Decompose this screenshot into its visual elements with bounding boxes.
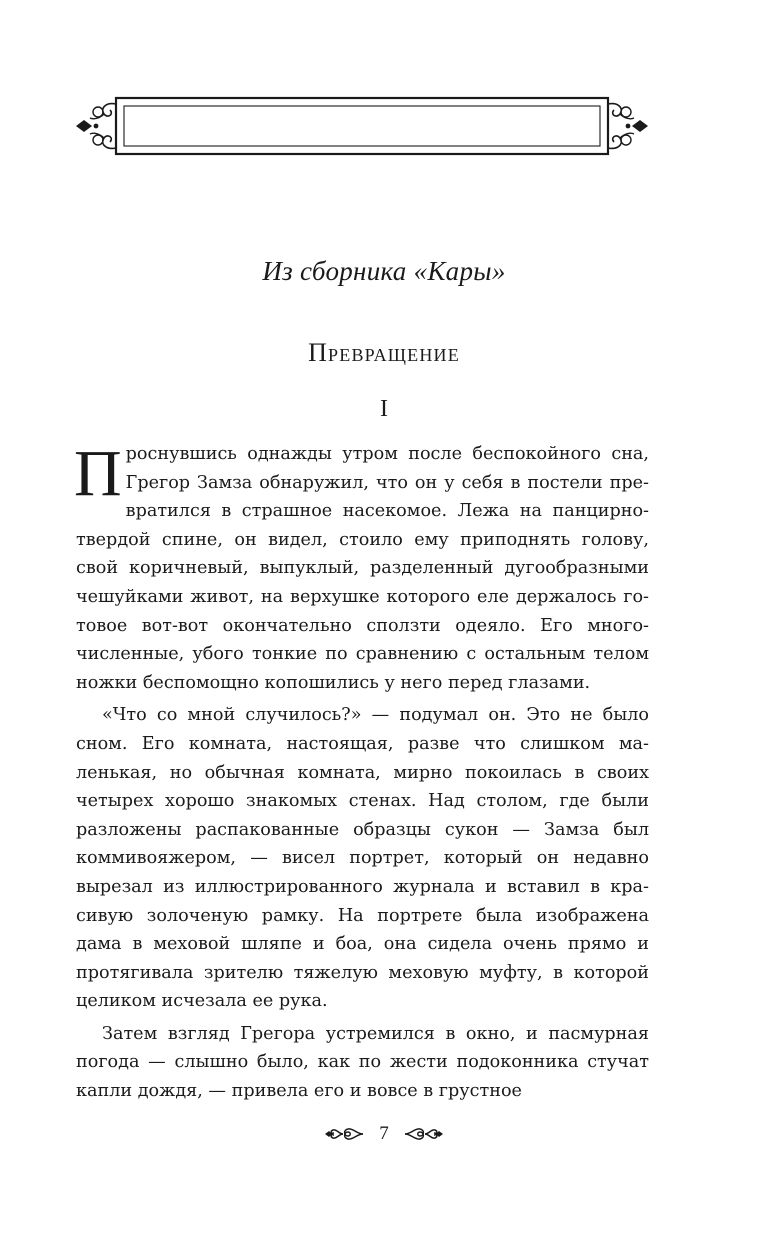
paragraph-3: Затем взгляд Грегора устремился в окно, и пасмурная погода — слышно было, как по жести подоконника стучат капли дождя, — привела его и вовсе в грустное xyxy=(76,1023,649,1102)
flourish-left-icon xyxy=(323,1123,365,1145)
paragraph-1-text: роснувшись однажды утром после беспокойного сна, Грегор Замза обнаружил, что он у себя в постели превратился в страшное насекомое. Лежа на панцирно-твердой спине, он видел, стоило ему приподнять голову, свой коричневый, выпуклый, разделенный дугообразными чешуйками живот, на верхушке которого еле держалось готовое вот-вот окончательно сползти одеяло. Его многочисленные, убого тонкие по сравнению с остальным телом ножки беспомощно копошились у него перед глазами. xyxy=(76,444,649,693)
collection-title: Из сборника «Кары» xyxy=(262,256,506,286)
paragraph-1 xyxy=(74,437,649,697)
folio xyxy=(0,1120,768,1148)
paragraph-2: «Что со мной случилось?» — подумал он. Это не было сном. Его комната, настоящая, разве что слишком маленькая, но обычная комната, мирно покоилась в своих четырех хорошо знакомых стенах. Над столом, где были разложены распакованные образцы сукон — Замза был коммивояжером, — висел портрет, который он недавно вырезал из иллюстрированного журнала и вставил в красивую золоченую рамку. На портрете была изображена дама в меховой шляпе и боа, она сидела очень прямо и протягивала зрителю тяжелую меховую муфту, в которой целиком исчезала ее рука. xyxy=(76,705,649,1012)
flourish-right-icon xyxy=(403,1123,445,1145)
ornamental-frame-icon xyxy=(70,92,654,160)
drop-cap: П xyxy=(74,437,122,510)
chapter-number: I xyxy=(380,396,388,422)
body-text xyxy=(74,437,649,1106)
page-number: 7 xyxy=(379,1123,389,1144)
story-title: Превращение xyxy=(308,338,460,367)
